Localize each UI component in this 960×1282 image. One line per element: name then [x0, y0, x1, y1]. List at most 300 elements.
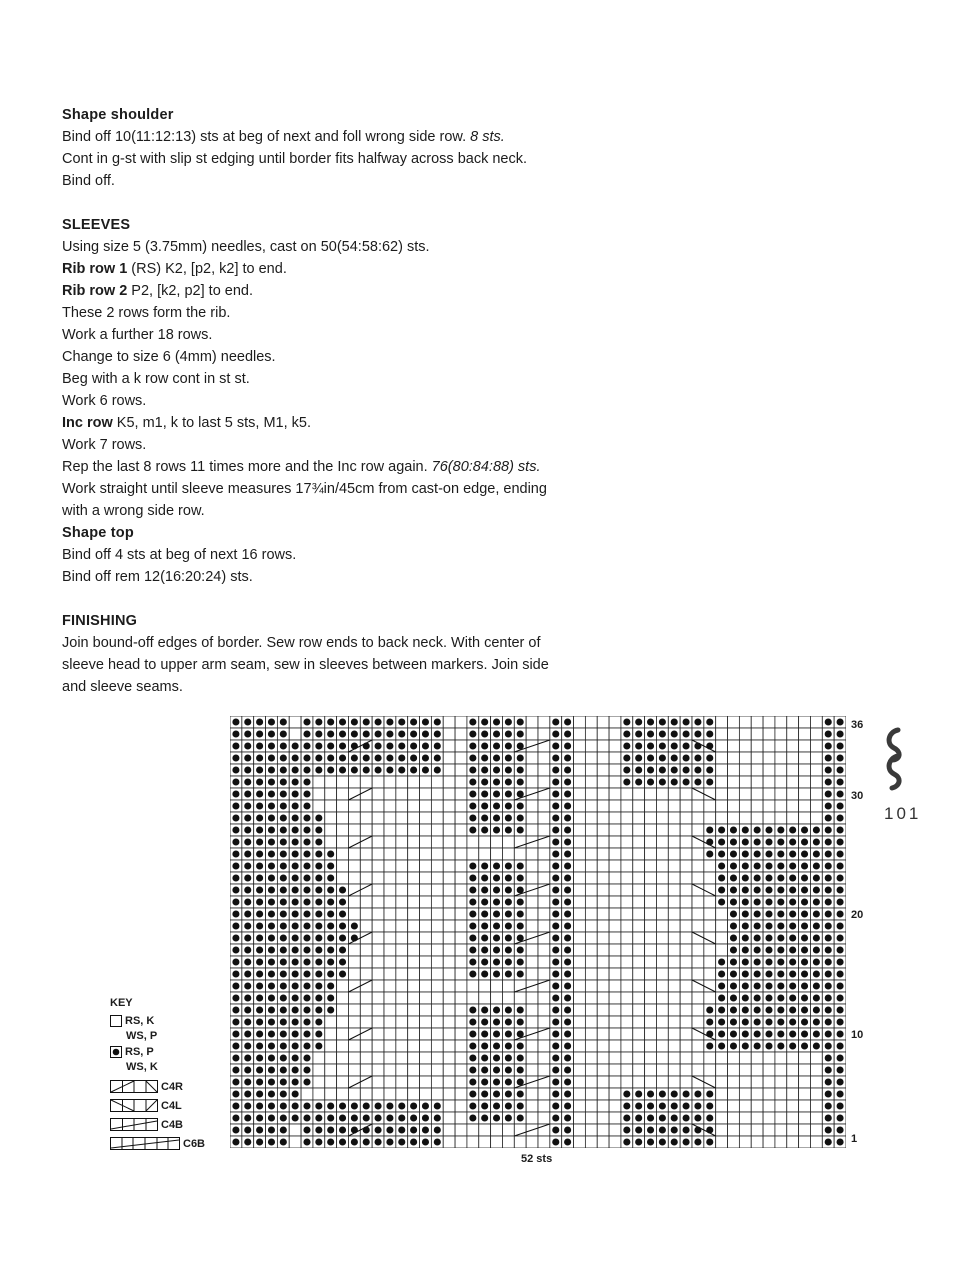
chart-cell	[739, 1112, 751, 1124]
purl-dot	[268, 1018, 275, 1025]
purl-dot	[280, 802, 287, 809]
chart-cell	[360, 1016, 372, 1028]
chart-cell	[574, 1028, 586, 1040]
chart-cell	[704, 800, 716, 812]
chart-cell	[692, 968, 704, 980]
purl-dot	[244, 754, 251, 761]
purl-dot	[481, 1102, 488, 1109]
chart-cell	[763, 1124, 775, 1136]
chart-cell	[656, 812, 668, 824]
purl-dot	[564, 1042, 571, 1049]
purl-dot	[825, 790, 832, 797]
chart-cell	[633, 968, 645, 980]
purl-dot	[256, 802, 263, 809]
purl-dot	[825, 1090, 832, 1097]
chart-cell	[420, 800, 432, 812]
purl-dot	[801, 994, 808, 1001]
chart-cell	[443, 860, 455, 872]
purl-dot	[635, 1090, 642, 1097]
chart-cell	[597, 860, 609, 872]
chart-cell	[443, 1076, 455, 1088]
chart-cell	[787, 812, 799, 824]
purl-dot	[315, 934, 322, 941]
chart-cell	[751, 728, 763, 740]
purl-dot	[280, 754, 287, 761]
purl-dot	[244, 790, 251, 797]
purl-dot	[469, 1018, 476, 1025]
purl-dot	[837, 874, 844, 881]
chart-cell	[372, 1040, 384, 1052]
purl-dot	[422, 754, 429, 761]
chart-cell	[716, 728, 728, 740]
text-line: Beg with a k row cont in st st.	[62, 371, 250, 387]
purl-dot	[280, 934, 287, 941]
chart-cell	[384, 824, 396, 836]
purl-dot	[552, 730, 559, 737]
chart-cell	[526, 992, 538, 1004]
chart-cell	[656, 848, 668, 860]
purl-dot	[754, 958, 761, 965]
chart-cell	[443, 740, 455, 752]
purl-dot	[683, 1102, 690, 1109]
purl-dot	[469, 742, 476, 749]
chart-cell	[408, 860, 420, 872]
purl-dot	[505, 730, 512, 737]
text-line: Change to size 6 (4mm) needles.	[62, 349, 276, 365]
chart-cell	[621, 836, 633, 848]
purl-dot	[694, 754, 701, 761]
text-line: These 2 rows form the rib.	[62, 305, 231, 321]
purl-dot	[327, 886, 334, 893]
purl-dot	[244, 934, 251, 941]
purl-dot	[481, 958, 488, 965]
chart-cell	[455, 1040, 467, 1052]
chart-cell	[609, 1052, 621, 1064]
purl-dot	[256, 766, 263, 773]
chart-cell	[810, 1100, 822, 1112]
chart-cell	[799, 1064, 811, 1076]
purl-dot	[505, 862, 512, 869]
purl-dot	[280, 898, 287, 905]
chart-cell	[656, 800, 668, 812]
purl-dot	[754, 826, 761, 833]
chart-cell	[384, 1064, 396, 1076]
purl-dot	[315, 958, 322, 965]
purl-dot	[777, 850, 784, 857]
purl-dot	[386, 766, 393, 773]
purl-dot	[765, 1030, 772, 1037]
chart-cell	[491, 848, 503, 860]
purl-dot	[256, 898, 263, 905]
purl-dot	[837, 826, 844, 833]
chart-cell	[526, 800, 538, 812]
purl-dot	[386, 1114, 393, 1121]
chart-cell	[739, 1136, 751, 1148]
purl-dot	[552, 754, 559, 761]
chart-cell	[443, 1028, 455, 1040]
purl-dot	[564, 1078, 571, 1085]
purl-dot	[730, 1042, 737, 1049]
chart-cell	[728, 1076, 740, 1088]
purl-dot	[777, 874, 784, 881]
purl-dot	[327, 1114, 334, 1121]
chart-cell	[384, 788, 396, 800]
chart-cell	[597, 1040, 609, 1052]
purl-dot	[244, 862, 251, 869]
purl-dot	[671, 730, 678, 737]
chart-cell	[680, 1040, 692, 1052]
chart-cell	[775, 728, 787, 740]
purl-dot	[268, 1090, 275, 1097]
purl-dot	[280, 718, 287, 725]
chart-cell	[787, 764, 799, 776]
purl-dot	[256, 754, 263, 761]
purl-dot	[469, 1102, 476, 1109]
purl-dot	[706, 1114, 713, 1121]
purl-dot	[292, 778, 299, 785]
chart-cell	[799, 1136, 811, 1148]
purl-dot	[280, 1114, 287, 1121]
chart-cell	[538, 992, 550, 1004]
purl-dot	[256, 1090, 263, 1097]
purl-dot	[375, 754, 382, 761]
chart-cell	[680, 944, 692, 956]
chart-cell	[360, 1028, 372, 1040]
purl-dot	[232, 1054, 239, 1061]
chart-cell	[372, 836, 384, 848]
purl-dot	[280, 874, 287, 881]
chart-cell	[431, 944, 443, 956]
purl-dot	[837, 1102, 844, 1109]
chart-cell	[668, 956, 680, 968]
chart-cell	[420, 776, 432, 788]
chart-cell	[585, 776, 597, 788]
purl-dot	[256, 1102, 263, 1109]
chart-cell	[431, 1088, 443, 1100]
chart-cell	[668, 992, 680, 1004]
purl-dot	[837, 838, 844, 845]
chart-cell	[739, 812, 751, 824]
purl-dot	[623, 1102, 630, 1109]
chart-cell	[408, 968, 420, 980]
chart-cell	[585, 1100, 597, 1112]
purl-dot	[837, 742, 844, 749]
purl-dot	[303, 766, 310, 773]
purl-dot	[777, 910, 784, 917]
chart-cell	[680, 1064, 692, 1076]
chart-cell	[585, 1040, 597, 1052]
purl-dot	[244, 1006, 251, 1013]
purl-dot	[327, 898, 334, 905]
purl-dot	[718, 1018, 725, 1025]
purl-dot	[292, 970, 299, 977]
chart-cell	[443, 884, 455, 896]
chart-cell	[680, 1052, 692, 1064]
row-label-30: 30	[851, 790, 864, 802]
purl-dot	[422, 766, 429, 773]
purl-dot	[730, 958, 737, 965]
purl-dot	[339, 730, 346, 737]
purl-dot	[777, 1006, 784, 1013]
purl-dot	[493, 1066, 500, 1073]
purl-dot	[564, 790, 571, 797]
purl-dot	[256, 718, 263, 725]
purl-dot	[292, 958, 299, 965]
chart-cell	[680, 908, 692, 920]
purl-dot	[481, 790, 488, 797]
chart-cell	[799, 1052, 811, 1064]
chart-cell	[526, 896, 538, 908]
purl-dot	[552, 982, 559, 989]
chart-cell	[621, 1040, 633, 1052]
chart-cell	[337, 824, 349, 836]
purl-dot	[481, 826, 488, 833]
chart-cell	[325, 1088, 337, 1100]
purl-dot	[469, 862, 476, 869]
chart-cell	[585, 1088, 597, 1100]
chart-cell	[751, 740, 763, 752]
purl-dot	[552, 910, 559, 917]
purl-dot	[268, 766, 275, 773]
chart-cell	[420, 896, 432, 908]
purl-dot	[410, 1138, 417, 1145]
purl-dot	[837, 778, 844, 785]
chart-cell	[431, 908, 443, 920]
text-line: Rib row 2 P2, [k2, p2] to end.	[62, 283, 254, 299]
purl-dot	[813, 850, 820, 857]
chart-cell	[739, 800, 751, 812]
chart-cell	[348, 776, 360, 788]
purl-dot	[825, 730, 832, 737]
chart-cell	[597, 920, 609, 932]
chart-cell	[739, 728, 751, 740]
chart-cell	[680, 968, 692, 980]
chart-cell	[656, 992, 668, 1004]
purl-dot	[493, 970, 500, 977]
chart-cell	[645, 836, 657, 848]
purl-dot	[683, 778, 690, 785]
purl-dot	[671, 1114, 678, 1121]
purl-dot	[232, 730, 239, 737]
purl-dot	[481, 1054, 488, 1061]
purl-dot	[493, 934, 500, 941]
chart-cell	[775, 764, 787, 776]
chart-cell	[431, 788, 443, 800]
key-item-c4l: C4L	[110, 1097, 205, 1114]
chart-cell	[739, 1052, 751, 1064]
purl-dot	[552, 790, 559, 797]
chart-cell	[526, 824, 538, 836]
chart-cell	[538, 956, 550, 968]
text-line: Work a further 18 rows.	[62, 327, 213, 343]
purl-dot	[813, 934, 820, 941]
chart-cell	[443, 932, 455, 944]
purl-dot	[742, 886, 749, 893]
purl-dot	[564, 754, 571, 761]
chart-cell	[645, 944, 657, 956]
chart-cell	[431, 1052, 443, 1064]
purl-dot	[671, 1090, 678, 1097]
purl-dot	[552, 1138, 559, 1145]
purl-dot	[765, 910, 772, 917]
chart-cell	[728, 764, 740, 776]
purl-dot	[564, 910, 571, 917]
purl-dot	[303, 1030, 310, 1037]
chart-cell	[455, 1028, 467, 1040]
chart-cell	[716, 1088, 728, 1100]
page-number: 101	[884, 804, 922, 823]
purl-dot	[647, 766, 654, 773]
purl-dot	[564, 970, 571, 977]
purl-dot	[244, 910, 251, 917]
chart-cell	[763, 1088, 775, 1100]
purl-dot	[765, 994, 772, 1001]
purl-dot	[564, 982, 571, 989]
purl-dot	[552, 1006, 559, 1013]
chart-cell	[360, 1088, 372, 1100]
purl-dot	[244, 1126, 251, 1133]
purl-dot	[292, 898, 299, 905]
purl-dot	[315, 910, 322, 917]
purl-dot	[232, 790, 239, 797]
purl-dot	[339, 910, 346, 917]
chart-cell	[597, 992, 609, 1004]
purl-dot	[635, 1114, 642, 1121]
purl-dot	[754, 1006, 761, 1013]
chart-cell	[656, 824, 668, 836]
chart-cell	[443, 1064, 455, 1076]
chart-cell	[431, 872, 443, 884]
purl-dot	[837, 1006, 844, 1013]
chart-cell	[668, 1004, 680, 1016]
purl-dot	[232, 1030, 239, 1037]
purl-dot	[789, 1006, 796, 1013]
purl-dot	[422, 718, 429, 725]
chart-cell	[443, 920, 455, 932]
chart-cell	[431, 812, 443, 824]
purl-dot	[777, 922, 784, 929]
chart-cell	[680, 812, 692, 824]
purl-dot	[481, 1018, 488, 1025]
chart-cell	[348, 1016, 360, 1028]
purl-dot	[268, 874, 275, 881]
chart-cell	[384, 1016, 396, 1028]
chart-cell	[431, 920, 443, 932]
chart-cell	[621, 1028, 633, 1040]
purl-dot	[552, 946, 559, 953]
purl-dot	[244, 970, 251, 977]
purl-dot	[517, 778, 524, 785]
purl-dot	[292, 742, 299, 749]
chart-cell	[455, 716, 467, 728]
purl-dot	[351, 766, 358, 773]
purl-dot	[765, 958, 772, 965]
purl-dot	[671, 1102, 678, 1109]
purl-dot	[268, 922, 275, 929]
chart-cell	[692, 1028, 704, 1040]
chart-cell	[455, 1088, 467, 1100]
purl-dot	[375, 742, 382, 749]
purl-dot	[789, 826, 796, 833]
chart-cell	[574, 932, 586, 944]
chart-cell	[597, 944, 609, 956]
purl-dot	[280, 1066, 287, 1073]
chart-cell	[455, 1076, 467, 1088]
purl-dot	[434, 754, 441, 761]
purl-dot	[434, 1102, 441, 1109]
purl-dot	[268, 982, 275, 989]
purl-dot	[315, 862, 322, 869]
purl-dot	[339, 1126, 346, 1133]
chart-cell	[538, 1040, 550, 1052]
chart-cell	[396, 944, 408, 956]
chart-cell	[443, 1112, 455, 1124]
purl-dot	[552, 766, 559, 773]
purl-dot	[469, 718, 476, 725]
purl-dot	[813, 982, 820, 989]
chart-cell	[574, 1040, 586, 1052]
purl-dot	[623, 778, 630, 785]
purl-dot	[232, 946, 239, 953]
chart-cell	[787, 1112, 799, 1124]
chart-cell	[751, 716, 763, 728]
chart-cell	[502, 980, 514, 992]
purl-dot	[232, 826, 239, 833]
purl-dot	[837, 1126, 844, 1133]
purl-dot	[268, 862, 275, 869]
purl-dot	[718, 970, 725, 977]
chart-cell	[692, 848, 704, 860]
chart-cell	[467, 980, 479, 992]
chart-cell	[728, 1052, 740, 1064]
chart-cell	[810, 764, 822, 776]
chart-cell	[455, 1052, 467, 1064]
purl-dot	[635, 742, 642, 749]
purl-dot	[232, 754, 239, 761]
chart-cell	[372, 980, 384, 992]
chart-cell	[585, 1004, 597, 1016]
chart-cell	[337, 1088, 349, 1100]
chart-cell	[431, 836, 443, 848]
chart-cell	[526, 764, 538, 776]
purl-dot	[481, 718, 488, 725]
purl-dot	[837, 910, 844, 917]
purl-dot	[564, 1126, 571, 1133]
text-line: Work straight until sleeve measures 17¾in/45cm from cast-on edge, ending	[62, 481, 547, 497]
purl-dot	[683, 1114, 690, 1121]
purl-dot	[327, 994, 334, 1001]
chart-cell	[775, 716, 787, 728]
purl-dot	[765, 1018, 772, 1025]
purl-dot	[813, 1030, 820, 1037]
purl-dot	[398, 766, 405, 773]
purl-dot	[671, 778, 678, 785]
chart-cell	[384, 1076, 396, 1088]
chart-cell	[526, 956, 538, 968]
chart-cell	[704, 944, 716, 956]
purl-dot	[280, 766, 287, 773]
purl-dot	[339, 970, 346, 977]
chart-cell	[360, 1076, 372, 1088]
chart-cell	[526, 1136, 538, 1148]
chart-cell	[692, 1016, 704, 1028]
purl-dot	[256, 910, 263, 917]
purl-dot	[292, 1042, 299, 1049]
purl-dot	[292, 1006, 299, 1013]
purl-dot	[315, 1018, 322, 1025]
c4l-cable-icon	[110, 1099, 158, 1112]
chart-cell	[656, 884, 668, 896]
